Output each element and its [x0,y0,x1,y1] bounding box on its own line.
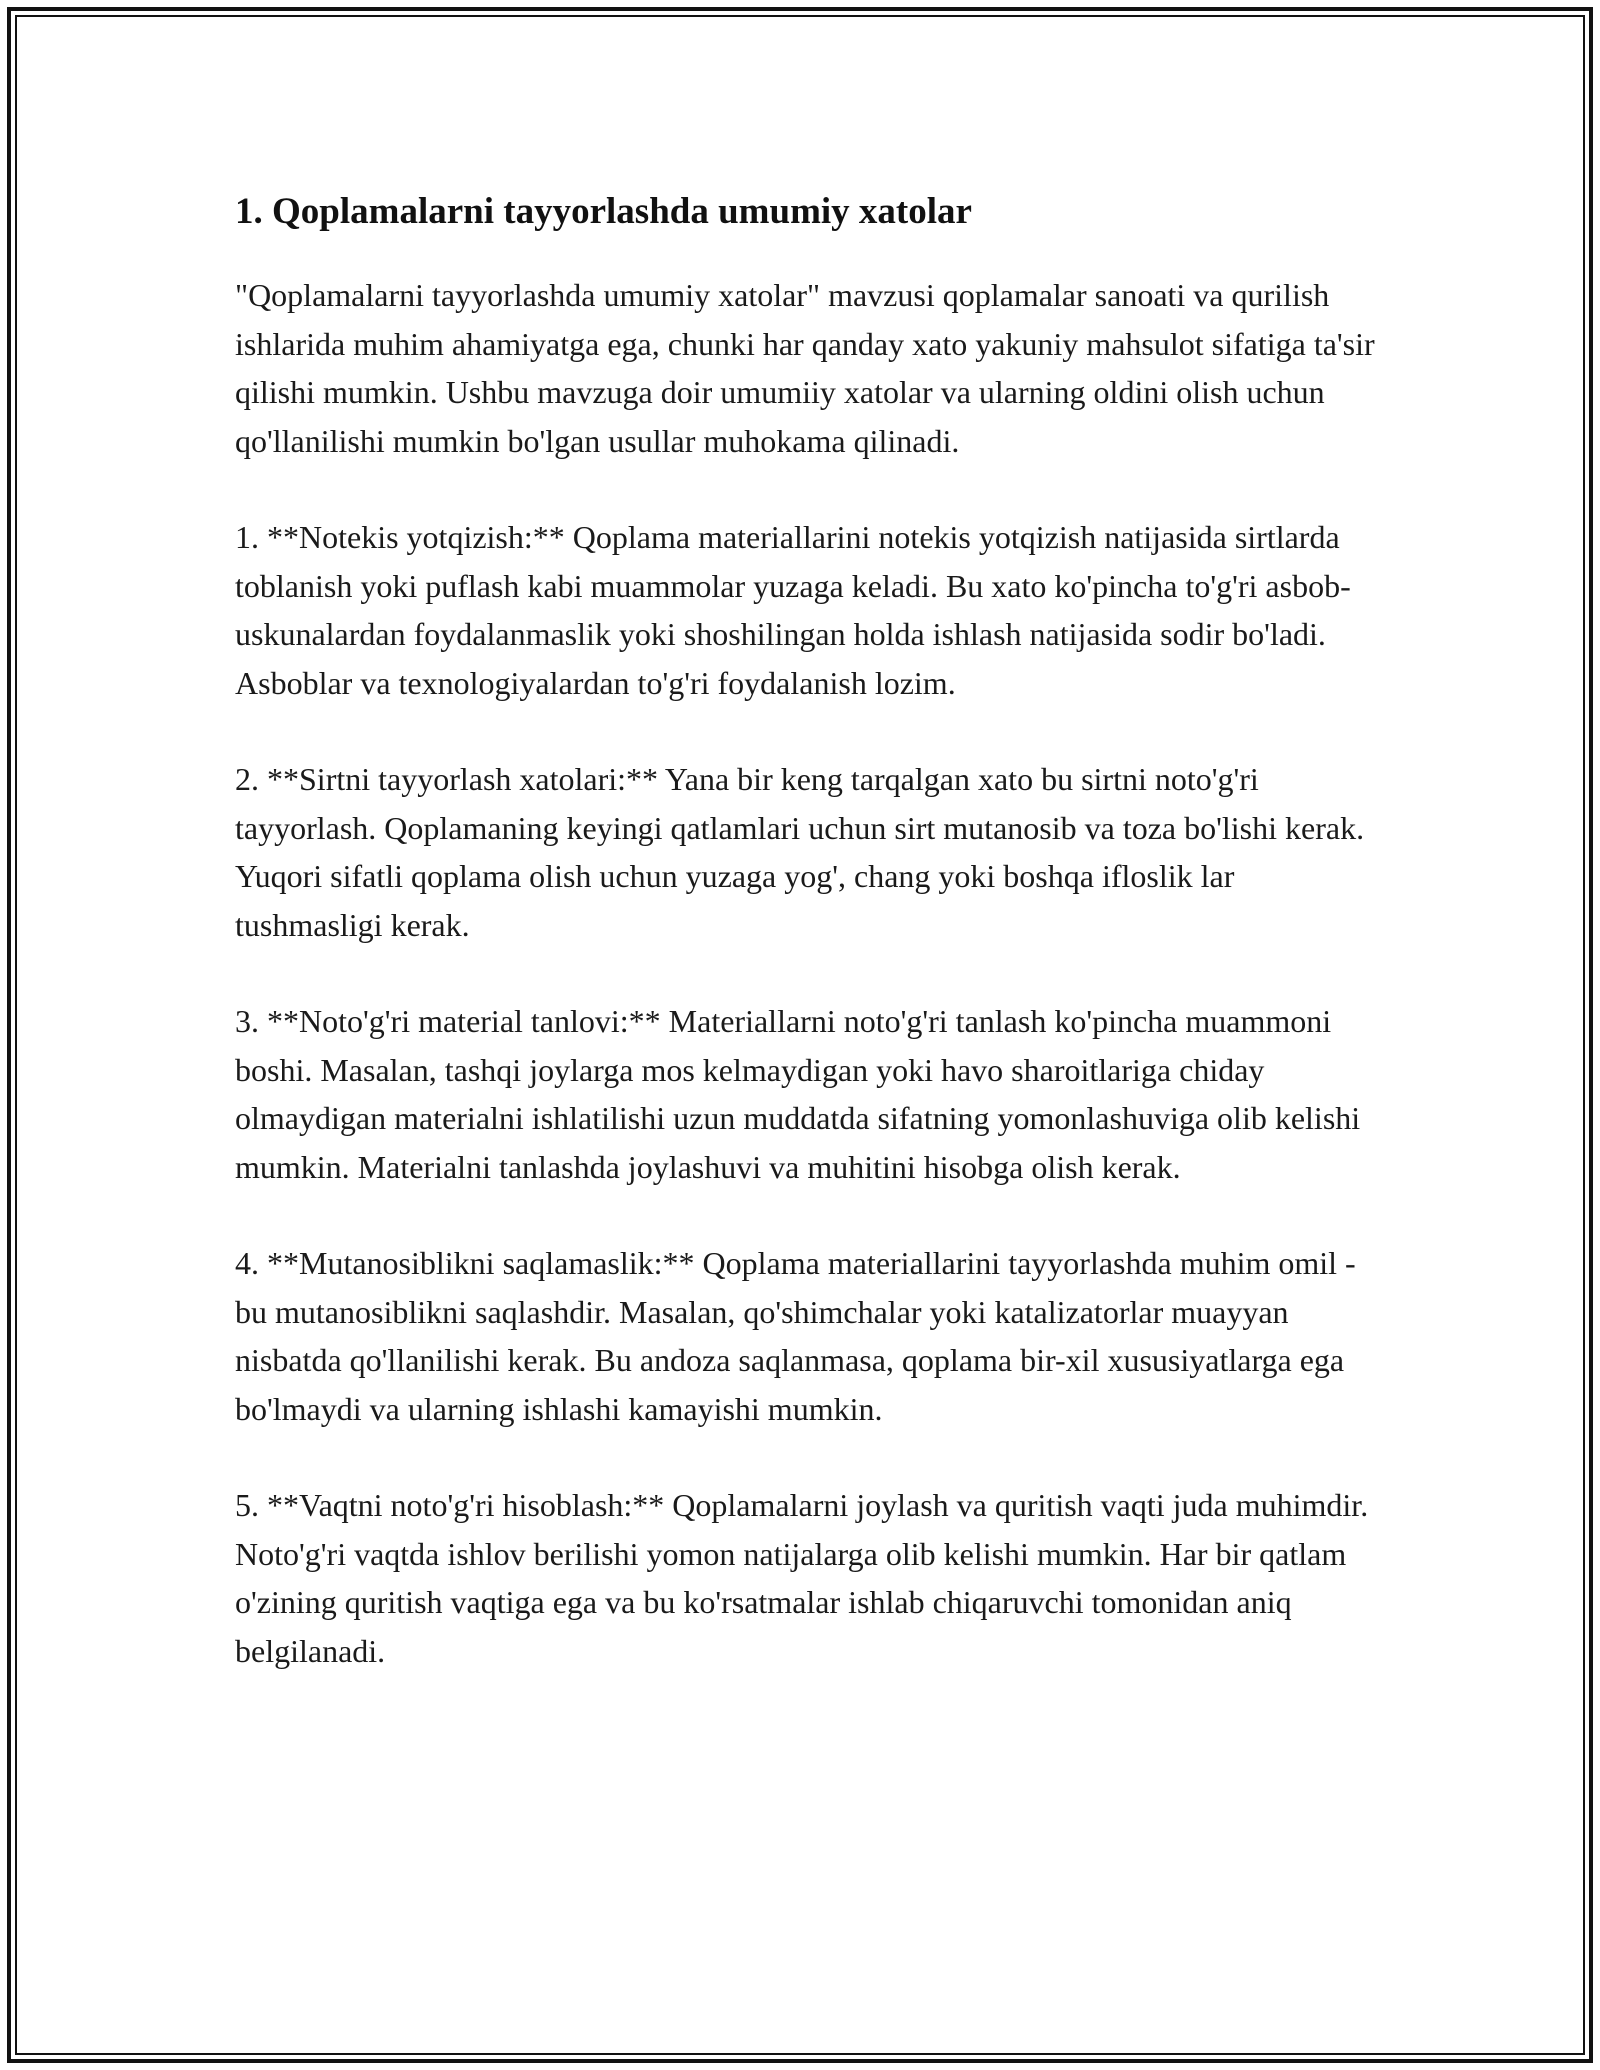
list-item-uneven-application: 1. **Notekis yotqizish:** Qoplama materiallarini notekis yotqizish natijasida sirtlarda toblanish yoki puflash kabi muammolar yuzaga keladi. Bu xato ko'pincha to'g'ri asbob-uskunalardan foydalanmaslik yoki shoshilingan holda ishlash natijasida sodir bo'ladi. Asboblar va texnologiyalardan to'g'ri foydalanish lozim. [235,519,1351,701]
document-title: 1. Qoplamalarni tayyorlashda umumiy xatolar [235,191,972,232]
intro-paragraph: "Qoplamalarni tayyorlashda umumiy xatolar" mavzusi qoplamalar sanoati va qurilish ishlarida muhim ahamiyatga ega, chunki har qanday xato yakuniy mahsulot sifatiga ta'sir qilishi mumkin. Ushbu mavzuga doir umumiiy xatolar va ularning oldini olish uchun qo'llanilishi mumkin bo'lgan usullar muhokama qilinadi. [235,277,1375,459]
list-item-proportion: 4. **Mutanosiblikni saqlamaslik:** Qoplama materiallarini tayyorlashda muhim omil - bu mutanosiblikni saqlashdir. Masalan, qo'shimchalar yoki katalizatorlar muayyan nisbatda qo'llanilishi kerak. Bu andoza saqlanmasa, qoplama bir-xil xususiyatlarga ega bo'lmaydi va ularning ishlashi kamayishi mumkin. [235,1245,1356,1427]
list-item-timing: 5. **Vaqtni noto'g'ri hisoblash:** Qoplamalarni joylash va quritish vaqti juda muhimdir. Noto'g'ri vaqtda ishlov berilishi yomon natijalarga olib kelishi mumkin. Har bir qatlam o'zining quritish vaqtiga ega va bu ko'rsatmalar ishlab chiqaruvchi tomonidan aniq belgilanadi. [235,1487,1369,1669]
list-item-surface-preparation: 2. **Sirtni tayyorlash xatolari:** Yana bir keng tarqalgan xato bu sirtni noto'g'ri tayyorlash. Qoplamaning keyingi qatlamlari uchun sirt mutanosib va toza bo'lishi kerak. Yuqori sifatli qoplama olish uchun yuzaga yog', chang yoki boshqa ifloslik lar tushmasligi kerak. [235,761,1365,943]
list-item-material-choice: 3. **Noto'g'ri material tanlovi:** Materiallarni noto'g'ri tanlash ko'pincha muammoni boshi. Masalan, tashqi joylarga mos kelmaydigan yoki havo sharoitlariga chiday olmaydigan materialni ishlatilishi uzun muddatda sifatning yomonlashuviga olib kelishi mumkin. Materialni tanlashda joylashuvi va muhitini hisobga olish kerak. [235,1003,1361,1185]
document-body [235,187,1375,1723]
